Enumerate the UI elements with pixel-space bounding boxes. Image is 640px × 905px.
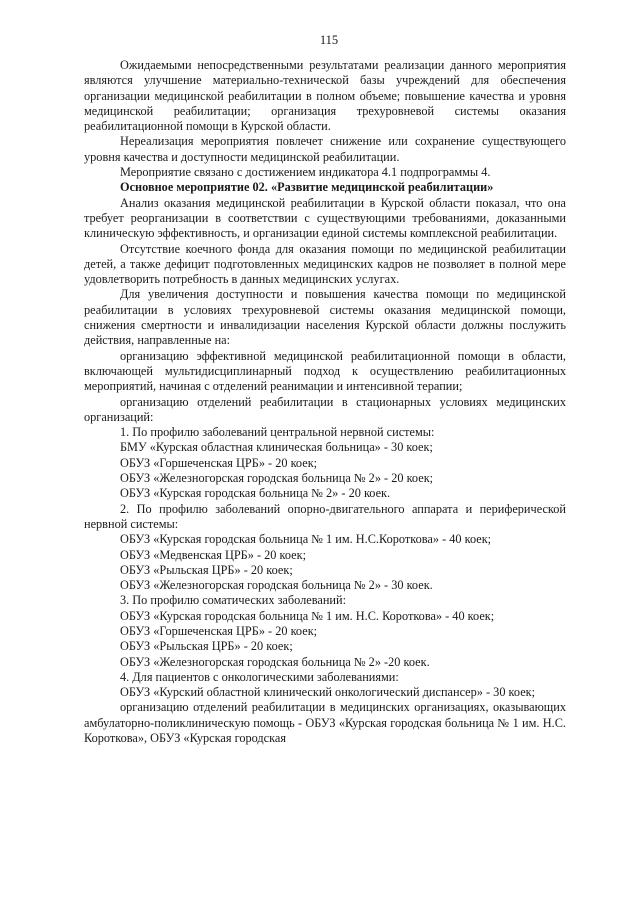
paragraph-bed-shortage: Отсутствие коечного фонда для оказания помощи по медицинской реабилитации детей, а также дефицит подготовленных медицинских кадров не позволяет в полной мере удовлетворить потребность в данных медицинских услугах. (84, 241, 566, 287)
list-item: ОБУЗ «Железногорская городская больница № 2» -20 коек. (120, 654, 430, 669)
list-item: ОБУЗ «Горшеченская ЦРБ» - 20 коек; (120, 623, 318, 638)
list-item: ОБУЗ «Рыльская ЦРБ» - 20 коек; (120, 562, 293, 577)
page-number: 115 (319, 33, 339, 47)
list-item: БМУ «Курская областная клиническая больница» - 30 коек; (120, 440, 433, 455)
list-item: ОБУЗ «Курский областной клинический онкологический диспансер» - 30 коек; (120, 685, 536, 700)
list-item: ОБУЗ «Железногорская городская больница № 2» - 30 коек. (120, 578, 433, 593)
list-heading-somatic: 3. По профилю соматических заболеваний: (120, 593, 346, 608)
list-item: ОБУЗ «Медвенская ЦРБ» - 20 коек; (120, 547, 307, 562)
paragraph-actions-intro: Для увеличения доступности и повышения качества помощи по медицинской реабилитации в условиях трехуровневой системы оказания медицинской помощи, снижения смертности и инвалидизации населения Курской области должны послужить действия, направленные на: (84, 287, 566, 348)
paragraph-outpatient-organization: организацию отделений реабилитации в медицинских организациях, оказывающих амбулаторно-поликлиническую помощь - ОБУЗ «Курская городская больница № 1 им. Н.С. Короткова», ОБУЗ «Курская городская (84, 700, 566, 746)
list-heading-oncology: 4. Для пациентов с онкологическими заболеваниями: (120, 669, 399, 684)
list-item: ОБУЗ «Курская городская больница № 1 им. Н.С.Короткова» - 40 коек; (120, 532, 492, 547)
paragraph-expected-results: Ожидаемыми непосредственными результатами реализации данного мероприятия являются улучшение материально-технической базы учреждений для обеспечения организации медицинской реабилитации в полном объеме; повышение качества и уровня медицинской реабилитации; организация трехуровневой системы оказания реабилитационной помощи в Курской области. (84, 58, 566, 134)
list-heading-cns: 1. По профилю заболеваний центральной нервной системы: (120, 425, 435, 440)
document-page (84, 30, 566, 746)
list-item: ОБУЗ «Курская городская больница № 1 им. Н.С. Короткова» - 40 коек; (120, 608, 495, 623)
list-item: ОБУЗ «Курская городская больница № 2» - 20 коек. (120, 486, 391, 501)
paragraph-non-implementation: Нереализация мероприятия повлечет снижение или сохранение существующего уровня качества и доступности медицинской реабилитации. (84, 134, 566, 164)
list-heading-musculoskeletal: 2. По профилю заболеваний опорно-двигательного аппарата и периферической нервной системы: (84, 501, 566, 531)
paragraph-organization-effective: организацию эффективной медицинской реабилитационной помощи в области, включающей мультидисциплинарный подход к осуществлению реабилитационных мероприятий, начиная с отделений реанимации и интенсивной терапии; (84, 348, 566, 394)
paragraph-analysis: Анализ оказания медицинской реабилитации в Курской области показал, что она требует реорганизации в соответствии с существующими требованиями, доказанными клиническую эффективность, и организации единой системы комплексной реабилитации. (84, 195, 566, 241)
list-item: ОБУЗ «Рыльская ЦРБ» - 20 коек; (120, 639, 293, 654)
section-heading: Основное мероприятие 02. «Развитие медицинской реабилитации» (120, 180, 494, 195)
list-item: ОБУЗ «Железногорская городская больница № 2» - 20 коек; (120, 471, 434, 486)
paragraph-indicator-link: Мероприятие связано с достижением индикатора 4.1 подпрограммы 4. (120, 165, 491, 180)
paragraph-organization-departments: организацию отделений реабилитации в стационарных условиях медицинских организаций: (84, 394, 566, 424)
list-item: ОБУЗ «Горшеченская ЦРБ» - 20 коек; (120, 455, 318, 470)
